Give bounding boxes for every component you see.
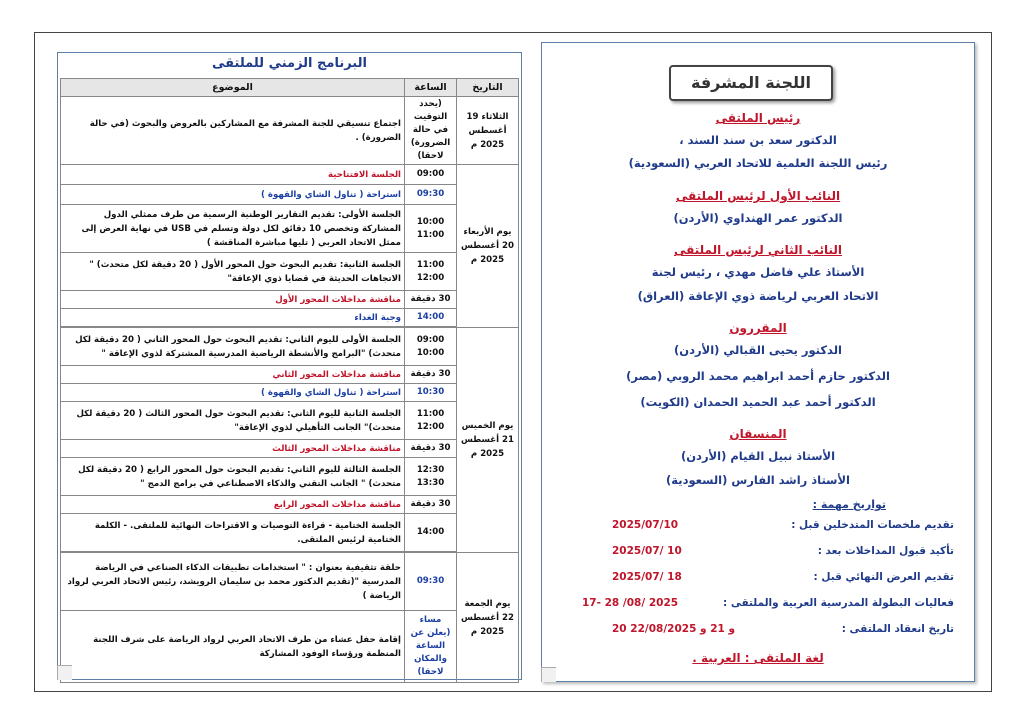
day-thursday: يوم الخميس 21 أغسطس 2025 م: [457, 328, 519, 553]
row-topic: الجلسة الافتتاحية: [61, 165, 405, 185]
row-time: 11:00 12:00: [405, 253, 457, 291]
schedule-panel: [57, 52, 522, 680]
date-value: 20 و 21 و 22/08/2025: [612, 623, 736, 635]
schedule-title: البرنامج الزمني للملتقى: [212, 56, 367, 71]
table-row: [61, 496, 519, 514]
table-row: [61, 291, 519, 309]
row-time: 11:00 12:00: [405, 402, 457, 440]
date-label: تأكيد قبول المداخلات بعد :: [817, 545, 954, 557]
row-time: 30 دقيقة: [405, 291, 457, 309]
row-time: مساء (يعلن عن الساعة والمكان لاحقا): [405, 611, 457, 683]
row-topic: اجتماع تنسيقي للجنة المشرفة مع المشاركين بالعروض والبحوث (في حالة الضرورة) .: [61, 97, 405, 165]
row-topic: مناقشة مداخلات المحور الثاني: [61, 366, 405, 384]
conference-language: لغة الملتقى : العربية .: [692, 651, 824, 665]
role-coordinators: المنسقان: [729, 427, 787, 441]
date-row: [542, 623, 974, 641]
row-time: 09:30: [405, 553, 457, 611]
row-topic: الجلسة الثانية لليوم الثاني: تقديم البحوث حول المحور الثالث ( 20 دقيقة لكل متحدث)" الجانب التأهيلي لذوي الإعاقة": [61, 402, 405, 440]
table-row: [61, 402, 519, 440]
table-row: [61, 553, 519, 611]
date-row: [542, 571, 974, 589]
table-row: [61, 205, 519, 253]
important-dates-title: تواريخ مهمة :: [812, 498, 886, 511]
row-topic: حلقة تثقيفية بعنوان : " استخدامات تطبيقات الذكاء الصناعي في الرياضة المدرسية "(تقديم الدكتور محمد بن سليمان الرويشد، رئيس الاتحاد العربي لرواد الرياضة ): [61, 553, 405, 611]
person-name: الأستاذ نبيل القيام (الأردن): [680, 449, 836, 463]
day-wednesday: يوم الأربعاء 20 أغسطس 2025 م: [457, 165, 519, 328]
date-value: 2025/07/ 18: [612, 571, 682, 583]
person-name: الأستاذ علي فاضل مهدي ، رئيس لجنة: [651, 265, 865, 279]
table-header-row: [61, 79, 519, 97]
date-row: [542, 597, 974, 615]
person-name: الاتحاد العربي لرياضة ذوي الإعاقة (العراق): [637, 289, 879, 303]
table-row: [61, 328, 519, 366]
row-time: 30 دقيقة: [405, 440, 457, 458]
person-name: الدكتور عمر الهنداوي (الأردن): [673, 211, 843, 225]
row-time: 09:30: [405, 185, 457, 205]
row-topic: الجلسة الأولى لليوم الثاني: تقديم البحوث حول المحور الثاني ( 20 دقيقة لكل متحدث) "البرامج والأنشطة الرياضية المدرسية المشتركة لذوي الإعاقة ": [61, 328, 405, 366]
row-topic: مناقشة مداخلات المحور الرابع: [61, 496, 405, 514]
row-time: 09:00: [405, 165, 457, 185]
table-row: [61, 165, 519, 185]
row-topic: مناقشة مداخلات المحور الأول: [61, 291, 405, 309]
header-time: الساعة: [405, 79, 457, 97]
person-name: الأستاذ راشد الفارس (السعودية): [666, 473, 850, 487]
row-topic: إقامة حفل عشاء من طرف الاتحاد العربي لرواد الرياضة على شرف اللجنة المنظمة ورؤساء الوفود المشاركة: [61, 611, 405, 683]
table-row: [61, 97, 519, 165]
row-time: 12:30 13:30: [405, 458, 457, 496]
committee-panel: [541, 42, 975, 682]
table-row: [61, 440, 519, 458]
row-time: 10:30: [405, 384, 457, 402]
date-value: 17- 28 /08/ 2025: [582, 597, 679, 609]
role-president: رئيس الملتقى: [715, 111, 801, 125]
row-time: (يحدد التوقيت في حالة الضرورة) لاحقا): [405, 97, 457, 165]
date-label: تقديم العرض النهائي قبل :: [813, 571, 954, 583]
person-name: الدكتور أحمد عبد الحميد الحمدان (الكويت): [640, 395, 876, 409]
row-topic: الجلسة الثالثة لليوم الثاني: تقديم البحوث حول المحور الرابع ( 20 دقيقة لكل متحدث) " الجانب التقني والذكاء الاصطناعي في برامج الدمج ": [61, 458, 405, 496]
row-topic: استراحة ( تناول الشاي والقهوة ): [61, 185, 405, 205]
row-topic: استراحة ( تناول الشاي والقهوة ): [61, 384, 405, 402]
table-row: [61, 253, 519, 291]
table-row: [61, 611, 519, 683]
schedule-table: [60, 78, 519, 683]
person-name: رئيس اللجنة العلمية للاتحاد العربي (السعودية): [628, 156, 888, 170]
date-row: [542, 545, 974, 563]
header-topic: الموضوع: [61, 79, 405, 97]
row-topic: الجلسة الختامية - قراءة التوصيات و الاقتراحات النهائية للملتقى. - الكلمة الختامية لرئيس الملتقى.: [61, 514, 405, 552]
day-friday: يوم الجمعة 22 أغسطس 2025 م: [457, 553, 519, 683]
page-fold-corner: [541, 667, 556, 682]
table-row: [61, 366, 519, 384]
row-time: 14:00: [405, 309, 457, 327]
row-time: 14:00: [405, 514, 457, 552]
row-time: 10:00 11:00: [405, 205, 457, 253]
date-value: 2025/07/10: [612, 519, 679, 531]
row-topic: الجلسة الأولى: تقديم التقارير الوطنية الرسمية من طرف ممثلي الدول المشاركة وتخصص 10 دقائق لكل دولة وتسلم في USB في نهاية العرض إلى ممثل الاتحاد العربي ( تليها مباشرة المناقشة ): [61, 205, 405, 253]
date-label: تقديم ملخصات المتدخلين قبل :: [791, 519, 954, 531]
committee-title: اللجنة المشرفة: [669, 65, 833, 101]
row-time: 30 دقيقة: [405, 366, 457, 384]
date-label: فعاليات البطولة المدرسية العربية والملتقى :: [722, 597, 954, 609]
table-row: [61, 514, 519, 552]
date-row: [542, 519, 974, 537]
row-topic: مناقشة مداخلات المحور الثالث: [61, 440, 405, 458]
row-time: 09:00 10:00: [405, 328, 457, 366]
table-row: [61, 309, 519, 327]
date-value: 2025/07/ 10: [612, 545, 682, 557]
table-row: [61, 458, 519, 496]
role-rapporteurs: المقررون: [729, 321, 787, 335]
person-name: الدكتور سعد بن سند السند ،: [679, 133, 837, 147]
day-tuesday: الثلاثاء 19 أغسطس 2025 م: [457, 97, 519, 165]
row-topic: الجلسة الثانية: تقديم البحوث حول المحور الأول ( 20 دقيقة لكل متحدث) " الاتجاهات الحديثة في قضايا ذوي الإعاقة": [61, 253, 405, 291]
row-time: 30 دقيقة: [405, 496, 457, 514]
person-name: الدكتور يحيى القبالي (الأردن): [674, 343, 842, 357]
row-topic: وجبة الغداء: [61, 309, 405, 327]
table-row: [61, 384, 519, 402]
table-row: [61, 185, 519, 205]
role-second-deputy: النائب الثاني لرئيس الملتقى: [673, 243, 842, 257]
page-fold-corner: [57, 665, 72, 680]
date-label: تاريخ انعقاد الملتقى :: [841, 623, 954, 635]
role-first-deputy: النائب الأول لرئيس الملتقى: [675, 189, 841, 203]
header-date: التاريخ: [457, 79, 519, 97]
person-name: الدكتور حازم أحمد ابراهيم محمد الروبي (مصر): [626, 369, 890, 383]
